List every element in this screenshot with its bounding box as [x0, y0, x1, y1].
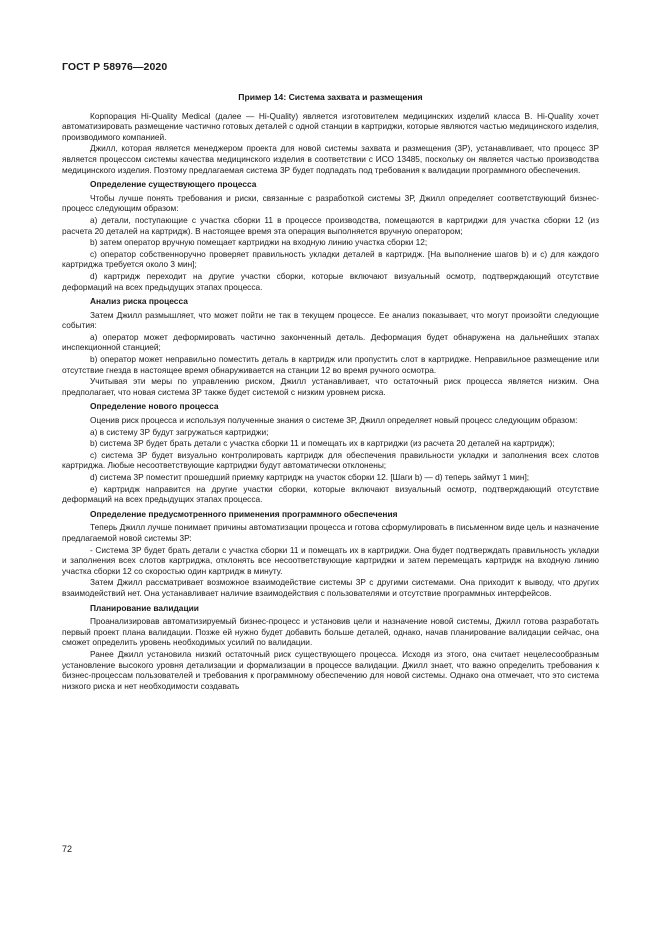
section-paragraph: Теперь Джилл лучше понимает причины автоматизации процесса и готова сформулировать в письменном виде цель и назначение предлагаемой новой системы 3Р:	[62, 522, 599, 543]
section-heading-new-process: Определение нового процесса	[90, 401, 219, 412]
page-header-standard: ГОСТ Р 58976—2020	[62, 61, 168, 73]
document-body	[62, 92, 599, 692]
page-number: 72	[62, 844, 73, 854]
intro-paragraph-2: Джилл, которая является менеджером проекта для новой системы захвата и размещения (3Р), устанавливает, что процесс 3Р является процессом системы качества медицинского изделия в соответствии с ИСО 13485, поскольку он является частью производства медицинского изделия. Поэтому предлагаемая система 3Р будет подпадать под требования к валидации программного обеспечения.	[62, 143, 599, 175]
section-paragraph: Затем Джилл размышляет, что может пойти не так в текущем процессе. Ее анализ показывает, что могут произойти следующие события:	[62, 309, 599, 331]
section-paragraph: Чтобы лучше понять требования и риски, связанные с разработкой системы 3Р, Джилл определяет соответствующий бизнес-процесс следующим образом:	[62, 192, 599, 214]
section-heading-validation-planning: Планирование валидации	[90, 602, 199, 613]
list-item: - Система 3Р будет брать детали с участка сборки 11 и помещать их в картриджи. Она будет подтверждать правильность укладки и заполнения всех слотов картриджа, отклонять все несоответствующие картриджи и затем перемещать картридж на входную линию участка сборки 12 со скоростью один картридж в минуту.	[62, 544, 599, 576]
intro-paragraph-1: Корпорация Hi-Quality Medical (далее — Hi-Quality) является изготовителем медицинских изделий класса В. Hi-Quality хочет автоматизировать размещение частично готовых деталей с одной станции в картриджи, которые являются частью медицинского изделия, производимого компанией.	[62, 110, 599, 142]
section-heading-intended-use: Определение предусмотренного применения программного обеспечения	[90, 508, 398, 519]
section-paragraph: Учитывая эти меры по управлению риском, Джилл устанавливает, что остаточный риск процесса является низким. Она предполагает, что новая система 3Р также будет системой с низким уровнем риска.	[62, 376, 599, 397]
list-item: b) система 3Р будет брать детали с участка сборки 11 и помещать их в картриджи (из расчета 20 деталей на картридж);	[90, 438, 555, 449]
section-heading-risk-analysis: Анализ риска процесса	[90, 296, 188, 307]
list-item: a) детали, поступающие с участка сборки 11 в процессе производства, помещаются в картриджи для участка сборки 12 (из расчета 20 деталей на картридж). В настоящее время эта операция выполняется вручную оператором;	[62, 214, 599, 236]
section-paragraph: Затем Джилл рассматривает возможное взаимодействие системы 3Р с другими системами. Она приходит к выводу, что других взаимодействий нет. Она устанавливает наличие взаимодействия с пользователями и отсутствие программных интерфейсов.	[62, 577, 599, 598]
section-heading-existing-process: Определение существующего процесса	[90, 179, 257, 190]
section-paragraph: Ранее Джилл установила низкий остаточный риск существующего процесса. Исходя из этого, она считает нецелесообразным установление высокого уровня детализации и формализации в процессе валидации. Джилл знает, что важно определить требования к бизнес-процессам пользователей и требования к программному обеспечению для новой системы. Однако она отмечает, что это система низкого риска и нет необходимости создавать	[62, 648, 599, 691]
list-item: c) оператор собственноручно проверяет правильность укладки деталей в картридж. [На выполнение шагов b) и c) для каждого картриджа требуется около 3 мин];	[62, 248, 599, 270]
list-item: b) оператор может неправильно поместить деталь в картридж или пропустить слот в картридже. Неправильное размещение или отсутствие гнезда в настоящее время обнаруживается на станции 12 во время ручного осмотра.	[62, 354, 599, 375]
section-paragraph: Оценив риск процесса и используя полученные знания о системе 3Р, Джилл определяет новый процесс следующим образом:	[90, 415, 578, 426]
list-item: d) система 3Р поместит прошедший приемку картридж на участок сборки 12. [Шаги b) — d) теперь займут 1 мин];	[90, 472, 530, 482]
list-item: a) в систему 3Р будут загружаться картриджи;	[90, 426, 269, 437]
list-item: b) затем оператор вручную помещает картриджи на входную линию участка сборки 12;	[90, 237, 428, 248]
list-item: a) оператор может деформировать частично законченный деталь. Деформация будет обнаружена на дальнейших этапах инспекционной станцией;	[62, 331, 599, 353]
list-item: c) система 3Р будет визуально контролировать картридж для обеспечения правильности укладки и заполнения всех слотов картриджа. Любые несоответствующие картриджи будут автоматически отклонены;	[62, 449, 599, 471]
section-paragraph: Проанализировав автоматизируемый бизнес-процесс и установив цели и назначение новой системы, Джилл готова разработать первый проект плана валидации. Позже ей нужно будет добавить больше деталей, однако, начав планирование валидации сейчас, она сможет определить уровень необходимых усилий по валидации.	[62, 616, 599, 648]
example-title: Пример 14: Система захвата и размещения	[238, 92, 423, 102]
list-item: d) картридж переходит на другие участки сборки, которые включают визуальный осмотр, подтверждающий отсутствие деформаций на всех предыдущих этапах процесса.	[62, 270, 599, 292]
list-item: e) картридж направится на другие участки сборки, которые включают визуальный осмотр, подтверждающий отсутствие деформаций на всех предыдущих этапах процесса.	[62, 483, 599, 505]
